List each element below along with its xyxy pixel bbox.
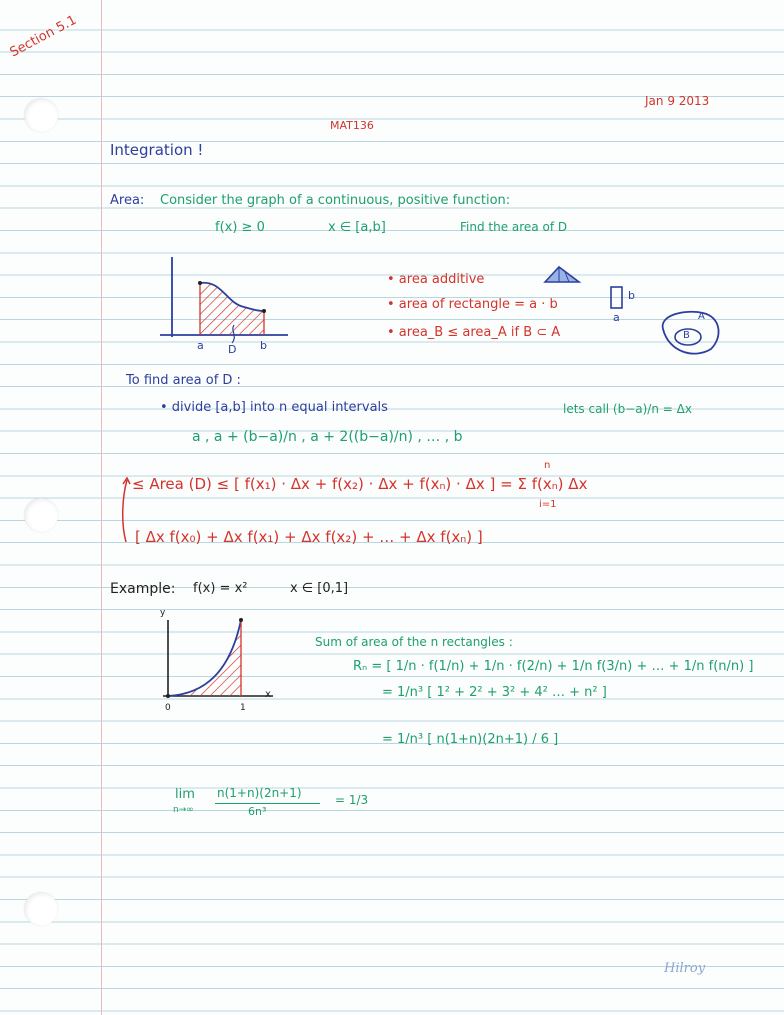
example-fx: f(x) = x² bbox=[193, 581, 248, 596]
date: Jan 9 2013 bbox=[645, 94, 710, 108]
limit-fraction-bar bbox=[215, 803, 320, 804]
axis-one-label: 1 bbox=[240, 703, 246, 713]
rect-side-a: a bbox=[613, 311, 620, 324]
area-graph bbox=[150, 255, 300, 355]
graph-label-D: D bbox=[228, 343, 237, 356]
axis-zero-label: 0 bbox=[165, 703, 171, 713]
punch-hole bbox=[24, 98, 58, 132]
limit-denominator: 6n³ bbox=[248, 805, 267, 818]
example-domain: x ∈ [0,1] bbox=[290, 581, 349, 596]
graph-label-a: a bbox=[197, 339, 204, 352]
parabola-graph bbox=[135, 612, 285, 707]
brand-logo: Hilroy bbox=[664, 961, 706, 976]
triangle-icon bbox=[543, 264, 583, 286]
course-code: MAT136 bbox=[330, 119, 374, 132]
punch-hole bbox=[24, 498, 58, 532]
area-task: Find the area of D bbox=[460, 220, 568, 234]
limit-numerator: n(1+n)(2n+1) bbox=[217, 786, 302, 800]
property-subset: • area_B ≤ area_A if B ⊂ A bbox=[387, 325, 561, 340]
delta-x-definition: lets call (b−a)/n = Δx bbox=[563, 402, 692, 416]
sigma-bottom: i=1 bbox=[539, 499, 557, 510]
find-step: • divide [a,b] into n equal intervals bbox=[160, 400, 388, 415]
upper-sum: ≤ Area (D) ≤ [ f(x₁) · Δx + f(x₂) · Δx + f(xₙ) · Δx ] = Σ f(xₙ) Δx bbox=[132, 475, 588, 493]
blob-label-A: A bbox=[698, 311, 705, 322]
limit-subscript: n→∞ bbox=[173, 805, 194, 815]
limit-result: = 1/3 bbox=[335, 793, 369, 807]
fx-condition: f(x) ≥ 0 bbox=[215, 220, 265, 235]
area-intro: Consider the graph of a continuous, positive function: bbox=[160, 193, 511, 208]
area-label: Area: bbox=[110, 193, 145, 208]
rectangle-icon bbox=[609, 286, 625, 310]
closed-form: = 1/n³ [ n(1+n)(2n+1) / 6 ] bbox=[382, 732, 559, 747]
find-heading: To find area of D : bbox=[126, 373, 241, 388]
axis-x-label: x bbox=[265, 689, 271, 700]
margin-line bbox=[101, 0, 102, 1015]
limit-lim: lim bbox=[175, 787, 195, 802]
riemann-sum: Rₙ = [ 1/n · f(1/n) + 1/n · f(2/n) + 1/n f(3/n) + … + 1/n f(n/n) ] bbox=[353, 659, 754, 674]
axis-y-label: y bbox=[160, 608, 166, 618]
sigma-top: n bbox=[544, 460, 551, 471]
domain-condition: x ∈ [a,b] bbox=[328, 220, 386, 235]
page-title: Integration ! bbox=[110, 141, 204, 159]
lower-sum: [ Δx f(x₀) + Δx f(x₁) + Δx f(x₂) + … + Δx f(xₙ) ] bbox=[135, 528, 483, 546]
partition-points: a , a + (b−a)/n , a + 2((b−a)/n) , … , b bbox=[192, 429, 463, 445]
punch-hole bbox=[24, 892, 58, 926]
property-additive: • area additive bbox=[387, 272, 485, 287]
rect-side-b: b bbox=[628, 289, 635, 302]
sum-title: Sum of area of the n rectangles : bbox=[315, 635, 513, 649]
blob-label-B: B bbox=[683, 330, 690, 341]
property-rectangle: • area of rectangle = a · b bbox=[387, 297, 558, 312]
subset-blob-icon bbox=[655, 307, 725, 357]
section-note: Section 5.1 bbox=[7, 12, 80, 61]
graph-label-b: b bbox=[260, 339, 267, 352]
sum-squares: = 1/n³ [ 1² + 2² + 3² + 4² … + n² ] bbox=[382, 685, 607, 700]
example-label: Example: bbox=[110, 581, 176, 597]
